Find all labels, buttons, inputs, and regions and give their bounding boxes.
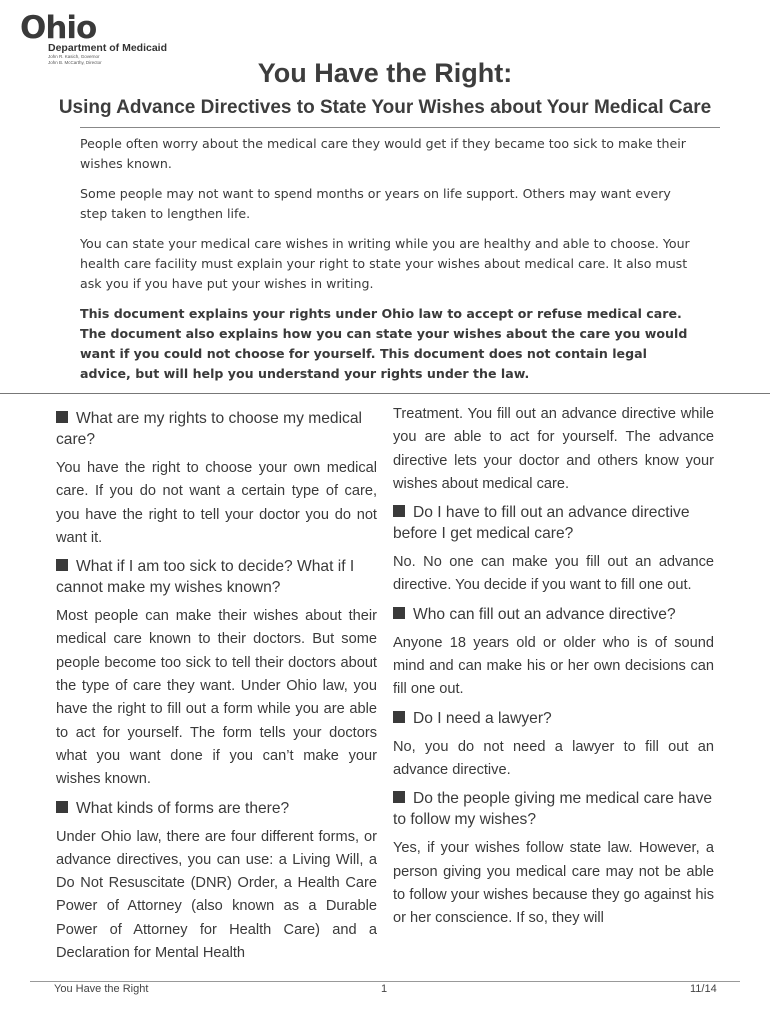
intro-paragraph-3: You can state your medical care wishes in writing while you are healthy and able to choose. Your health care facility must explain your right to state your wishes about medical care. It also must ask you if you have put your wishes in writing. [80,236,690,291]
question-text: What are my rights to choose my medical care? [56,410,362,448]
square-bullet-icon [56,411,68,423]
title-divider [80,127,720,128]
footer-date: 11/14 [690,983,717,995]
intro-paragraph-1: People often worry about the medical care they would get if they became too sick to make their wishes known. [80,136,686,171]
square-bullet-icon [56,801,68,813]
question-text: Who can fill out an advance directive? [413,605,676,623]
logo-director: John B. McCarthy, Director [48,60,102,65]
section-divider [0,393,770,394]
answer-text: Yes, if your wishes follow state law. However, a person giving you medical care may not be able to follow your wishes because they go against his or her conscience. If so, they will [393,840,714,927]
square-bullet-icon [393,791,405,803]
question-text: Do I have to fill out an advance directive before I get medical care? [393,504,690,543]
answer-text: Anyone 18 years old or older who is of sound mind and can make his or her own decisions can fill one out. [393,634,714,698]
footer-page-number: 1 [381,983,388,995]
question-text: Do I need a lawyer? [413,709,552,727]
answer-text: No, you do not need a lawyer to fill out an advance directive. [393,738,714,778]
square-bullet-icon [393,505,405,517]
square-bullet-icon [393,711,405,723]
logo-governor: John R. Kasich, Governor [48,54,100,59]
answer-text: You have the right to choose your own medical care. If you do not want a certain type of care, you have the right to tell your doctor you do not want it. [56,460,377,546]
intro-paragraph-2: Some people may not want to spend months or years on life support. Others may want every step taken to lengthen life. [80,186,671,221]
logo-wordmark: Ohio [20,10,97,46]
question-heading [56,556,377,598]
answer-text: Under Ohio law, there are four different forms, or advance directives, you can use: a Living Will, a Do Not Resuscitate (DNR) Order, a Health Care Power of Attorney (also known as a Durable Power of Attorney for Health Care) and a Declaration for Mental Health [56,828,377,962]
square-bullet-icon [393,607,405,619]
intro-paragraph-bold: This document explains your rights under Ohio law to accept or refuse medical care. The document also explains how you can state your wishes about the care you would want if you could not choose for yourself. This document does not contain legal advice, but will help you understand your rights under the law. [80,306,688,381]
question-text: Do the people giving me medical care have to follow my wishes? [393,790,713,829]
question-text: What if I am too sick to decide? What if I cannot make my wishes known? [56,558,355,597]
question-heading [393,788,714,830]
logo-department: Department of Medicaid [48,42,168,54]
answer-text: Most people can make their wishes about their medical care known to their doctors. But some people become too sick to tell their doctors about the type of care they want. Under Ohio law, you have the right to fill out a form while you are able to act for yourself. The form tells your doctors what you want done if you can’t make your wishes known. [56,608,377,788]
answer-text: Treatment. You fill out an advance directive while you are able to act for yourself. The advance directive lets your doctor and others know your wishes about medical care. [393,406,714,492]
page-title: You Have the Right: [257,58,513,88]
question-heading [393,502,714,544]
footer-document-title: You Have the Right [54,983,149,995]
footer-divider [30,981,740,982]
question-heading [393,708,714,729]
answer-text: No. No one can make you fill out an advance directive. You decide if you want to fill one out. [393,554,714,594]
question-heading [56,408,377,450]
question-text: What kinds of forms are there? [76,799,290,817]
left-column [56,403,377,971]
right-column [393,403,714,936]
square-bullet-icon [56,559,68,571]
question-heading [393,604,714,625]
page-subtitle: Using Advance Directives to State Your Wishes about Your Medical Care [58,97,712,118]
question-heading [56,798,377,819]
intro-section [80,134,700,394]
